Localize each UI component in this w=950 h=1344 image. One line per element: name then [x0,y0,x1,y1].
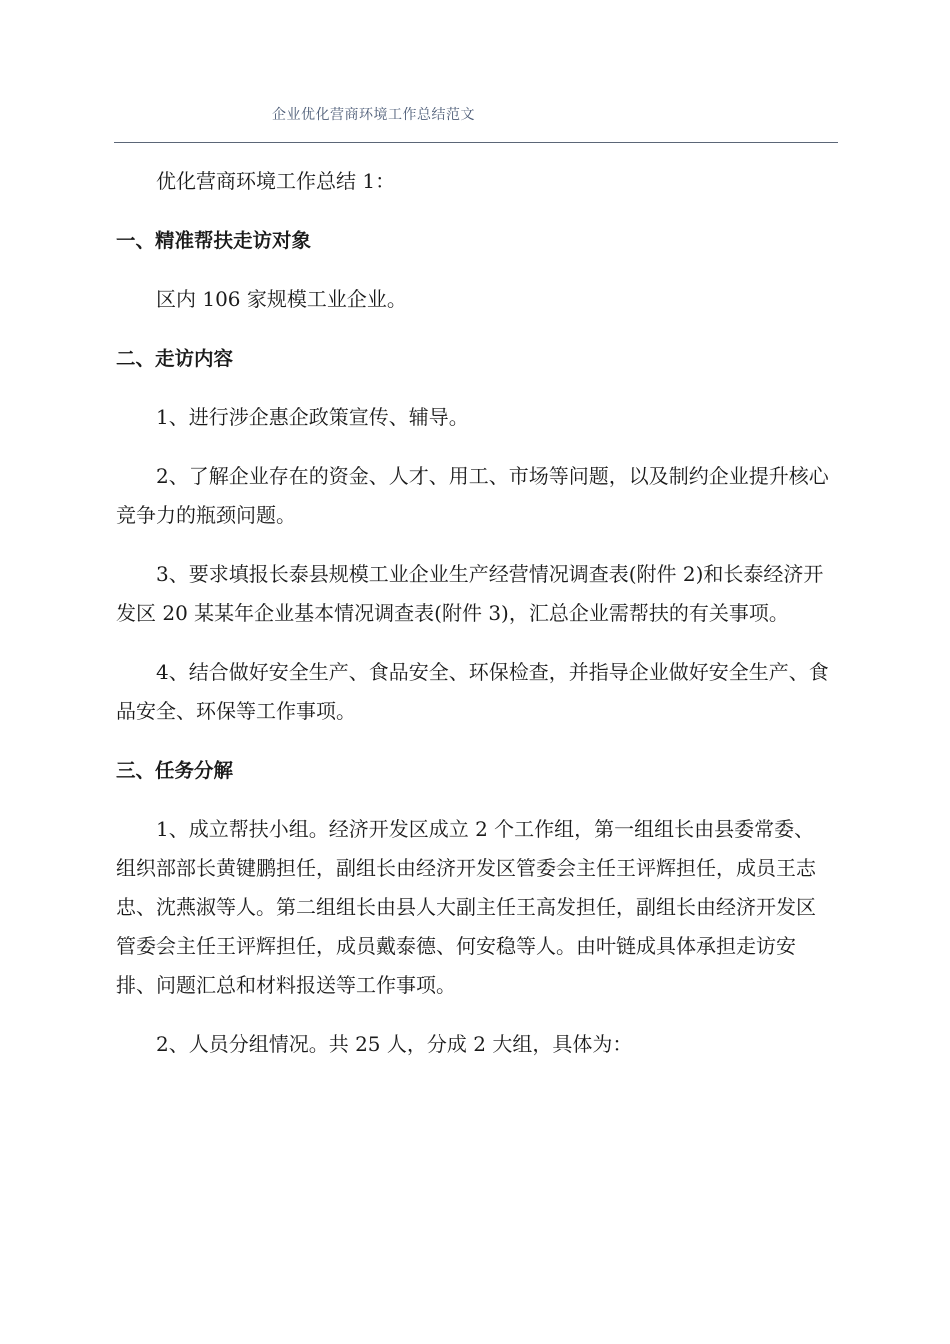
section2-paragraph-2: 2、了解企业存在的资金、人才、用工、市场等问题，以及制约企业提升核心竞争力的瓶颈问题。 [116,464,829,527]
section3-paragraph-1: 1、成立帮扶小组。经济开发区成立 2 个工作组，第一组组长由县委常委、组织部部长黄键鹏担任，副组长由经济开发区管委会主任王评辉担任，成员王志忠、沈燕淑等人。第二组组长由县人大副主任王高发担任，副组长由经济开发区管委会主任王评辉担任，成员戴泰德、何安稳等人。由叶链成具体承担走访安排、问题汇总和材料报送等工作事项。 [116,817,816,997]
section3-paragraph-2: 2、人员分组情况。共 25 人，分成 2 大组，具体为： [156,1032,633,1056]
document-body [116,162,832,1084]
section-heading-2: 二、走访内容 [116,347,234,370]
section-heading-1: 一、精准帮扶走访对象 [116,229,312,252]
section1-paragraph-1: 区内 106 家规模工业企业。 [156,287,407,311]
section2-paragraph-1: 1、进行涉企惠企政策宣传、辅导。 [156,405,469,429]
section-heading-3: 三、任务分解 [116,759,234,782]
page-header-title: 企业优化营商环境工作总结范文 [272,107,475,123]
header-divider [114,142,838,143]
intro-paragraph: 优化营商环境工作总结 1： [156,169,396,193]
section2-paragraph-4: 4、结合做好安全生产、食品安全、环保检查，并指导企业做好安全生产、食品安全、环保等工作事项。 [116,660,829,723]
section2-paragraph-3: 3、要求填报长泰县规模工业企业生产经营情况调查表(附件 2)和长泰经济开发区 20 某某年企业基本情况调查表(附件 3)，汇总企业需帮扶的有关事项。 [116,562,824,625]
